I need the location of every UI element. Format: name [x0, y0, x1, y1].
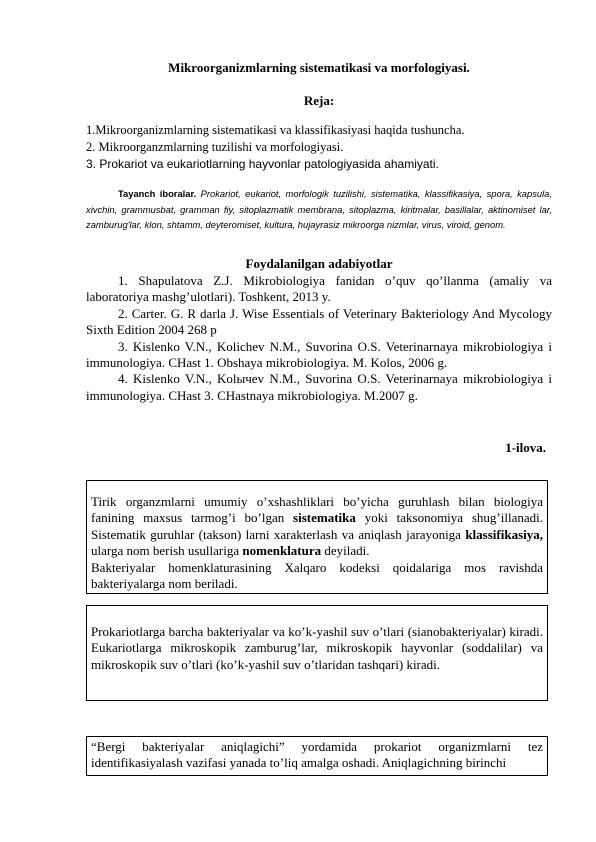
keywords-text: Prokariot, eukariot, morfologik tuzilishi, sistematika, klassifikasiya, spora, kapsula, xivchin, grammusbat, gramman fiy, sitoplazmatik membrana, sitoplazma, kiritmalar, basillalar, aktinomiset lar, zamburug'lar, klon, shtamm, deyteromiset, kultura, hujayrasiz mikroorga nizmlar, virus, viroid, genom. [86, 188, 552, 230]
appendix-label: 1-ilova. [505, 440, 546, 455]
page-title: Mikroorganizmlarning sistematikasi va morfologiyasi. [168, 60, 470, 75]
box-text: Tirik organzmlarni umumiy o’xshashliklari bo’yicha guruhlash bilan biologiya fanining maxsus tarmog’i bo’lgan [91, 494, 543, 526]
plan-item: 1.Mikroorganizmlarning sistematikasi va klassifikasiyasi haqida tushuncha. [86, 123, 465, 137]
reference-item: 2. Carter. G. R darla J. Wise Essentials of Veterinary Bakteriology And Mycology Sixth Edition 2004 268 p [86, 305, 552, 338]
prokaryote-box [86, 605, 548, 701]
references-list [86, 273, 552, 404]
keywords-label: Tayanch iboralar. [118, 188, 197, 199]
keywords-paragraph [86, 186, 552, 233]
plan-item: 2. Mikroorganzmlarning tuzilishi va morfologiyasi. [86, 140, 344, 154]
term-nomenklatura: nomenklatura [242, 543, 322, 559]
box-text: yoki taksonomiya shug’illanadi. Sistematik guruhlar (takson) larni xarakterlash va aniqlash jarayoniga [91, 510, 543, 542]
box-paragraph: Prokariotlarga barcha bakteriyalar va ko’k-yashil suv o’tlari (sianobakteriyalar) kiradi. Eukariotlarga mikroskopik zamburug’lar, mikroskopik hayvonlar (soddalilar) va mikroskopik suv o’tlari (ko’k-yashil suv o’tlaridan tashqari) kiradi. [91, 624, 543, 672]
plan-item: 3. Prokariot va eukariotlarning hayvonlar patologiyasida ahamiyati. [86, 157, 439, 171]
bergey-box [86, 736, 548, 776]
plan-heading: Reja: [303, 93, 335, 108]
box-text: ularga nom berish usullariga [91, 543, 243, 559]
term-sistematika: sistematika [293, 510, 356, 526]
references-heading: Foydalanilgan adabiyotlar [245, 256, 393, 271]
box-paragraph [91, 494, 543, 560]
plan-list [86, 122, 556, 173]
reference-item: 4. Kislenko V.N., Kolычev N.M., Suvorina O.S. Veterinarnaya mikrobiologiya i immunologiya. CHast 3. CHastnaya mikrobiologiya. M.2007 g. [86, 371, 552, 403]
reference-item: 1. Shapulatova Z.J. Mikrobiologiya fanidan o’quv qo’llanma (amaliy va laboratoriya mashg’ulotlari). Toshkent, 2013 y. [86, 273, 552, 305]
box-paragraph: “Bergi bakteriyalar aniqlagichi” yordamida prokariot organizmlarni tez identifikasiyalash vazifasi yanada to’liq amalga oshadi. Aniqlagichning birinchi [91, 739, 543, 771]
box-paragraph: Bakteriyalar homenklaturasining Xalqaro kodeksi qoidalariga mos ravishda bakteriyalarga nom beriladi. [91, 559, 543, 592]
definition-box [86, 480, 548, 594]
term-klassifikasiya: klassifikasiya, [465, 526, 543, 542]
reference-item: 3. Kislenko V.N., Kolichev N.M., Suvorina O.S. Veterinarnaya mikrobiologiya i immunologiya. CHast 1. Obshaya mikrobiologiya. M. Kolos, 2006 g. [86, 338, 552, 371]
box-text: deyiladi. [321, 543, 370, 559]
